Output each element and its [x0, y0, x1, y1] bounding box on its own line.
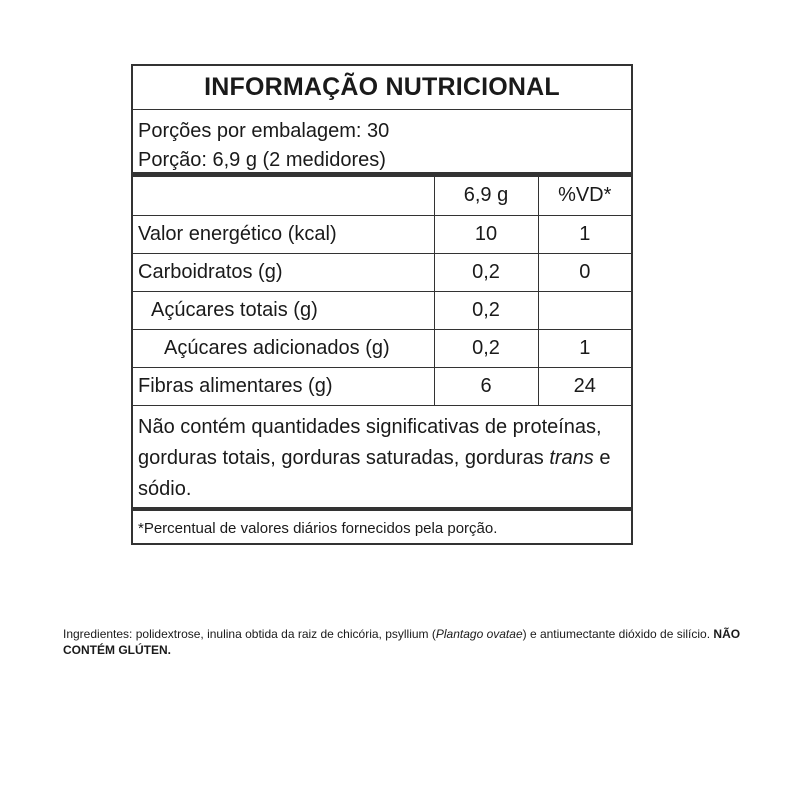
not-significant-note: [133, 406, 631, 511]
nutrition-table: [133, 177, 631, 406]
servings-info: [133, 110, 631, 177]
row-qty: 6: [434, 367, 538, 405]
ingredients-part2: ) e antiumectante dióxido de silício.: [522, 627, 714, 641]
row-name: Valor energético (kcal): [133, 215, 434, 253]
gluten-warning: NÃO CONTÉM GLÚTEN.: [63, 627, 741, 657]
vd-footnote: *Percentual de valores diários fornecidos pela porção.: [138, 519, 498, 537]
table-row: [133, 291, 631, 329]
header-vd-cell: %VD*: [538, 177, 631, 215]
table-row: [133, 329, 631, 367]
serving-size: Porção: 6,9 g (2 medidores): [138, 149, 386, 171]
row-name: Açúcares totais (g): [133, 291, 434, 329]
note-text-italic: trans: [549, 446, 594, 469]
row-vd: [538, 291, 631, 329]
panel-title: INFORMAÇÃO NUTRICIONAL: [133, 66, 631, 110]
row-name: Fibras alimentares (g): [133, 367, 434, 405]
note-text-start: Não contém quantidades significativas de proteínas, gorduras totais, gorduras saturadas, gorduras: [138, 415, 602, 469]
row-name: Açúcares adicionados (g): [133, 329, 434, 367]
row-vd: 24: [538, 367, 631, 405]
row-qty: 10: [434, 215, 538, 253]
note-text-end: e sódio.: [138, 446, 611, 500]
table-row: [133, 215, 631, 253]
servings-per-package: Porções por embalagem: 30: [138, 120, 390, 142]
header-name-cell: [133, 177, 434, 215]
row-qty: 0,2: [434, 253, 538, 291]
row-vd: 1: [538, 329, 631, 367]
header-qty-cell: 6,9 g: [434, 177, 538, 215]
table-row: [133, 367, 631, 405]
ingredients-part1: Ingredientes: polidextrose, inulina obtida da raiz de chicória, psyllium (: [63, 627, 436, 641]
row-vd: 1: [538, 215, 631, 253]
row-vd: 0: [538, 253, 631, 291]
table-row: [133, 253, 631, 291]
row-qty: 0,2: [434, 329, 538, 367]
row-qty: 0,2: [434, 291, 538, 329]
row-name: Carboidratos (g): [133, 253, 434, 291]
nutrition-facts-panel: [131, 64, 633, 545]
ingredients-italic: Plantago ovatae: [435, 627, 523, 641]
ingredients-text: [63, 626, 743, 658]
table-header-row: [133, 177, 631, 215]
